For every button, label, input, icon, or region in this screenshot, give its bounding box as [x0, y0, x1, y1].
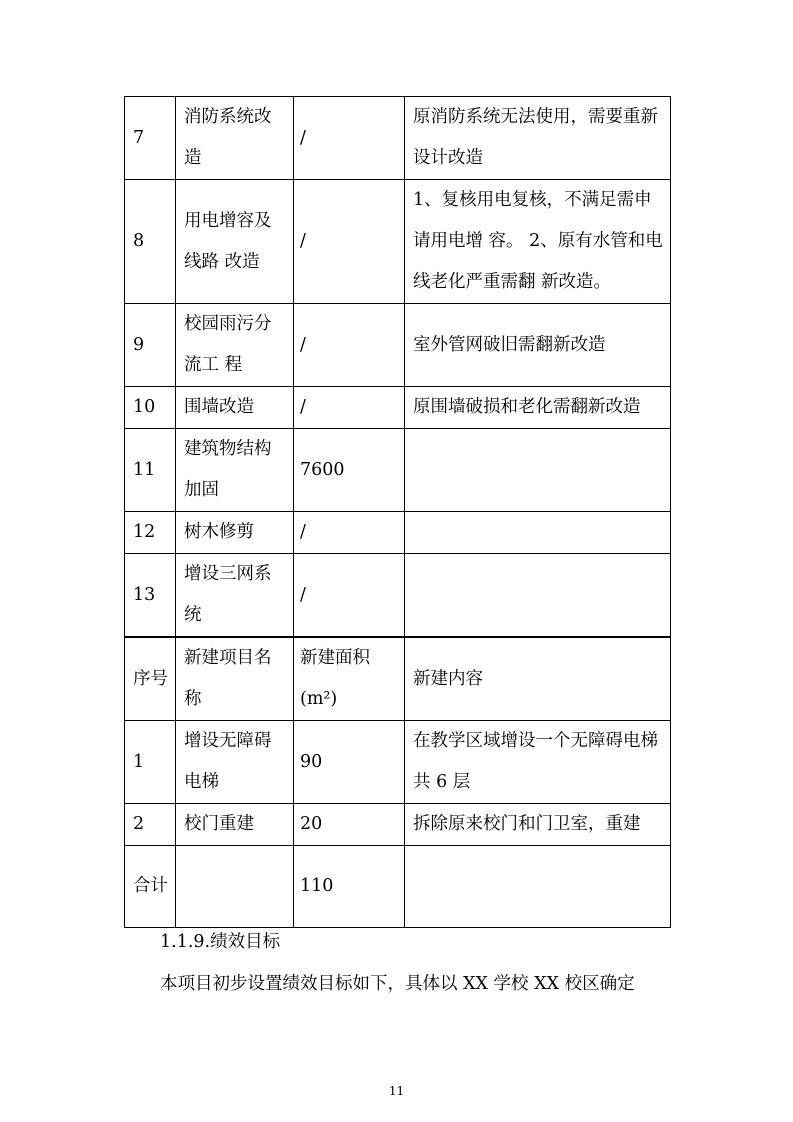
project-content [405, 429, 671, 512]
header-name: 新建项目名称 [176, 638, 294, 721]
total-area: 110 [294, 846, 405, 928]
project-content [405, 554, 671, 637]
project-name: 增设无障碍电梯 [176, 721, 294, 804]
row-number: 10 [125, 387, 176, 429]
row-number: 11 [125, 429, 176, 512]
project-name: 增设三网系统 [176, 554, 294, 637]
project-area: / [294, 554, 405, 637]
project-name: 校门重建 [176, 804, 294, 846]
project-name: 树木修剪 [176, 512, 294, 554]
table-row [125, 804, 671, 846]
project-area: / [294, 387, 405, 429]
table-row [125, 97, 671, 180]
project-area: 7600 [294, 429, 405, 512]
table-row [125, 429, 671, 512]
table-header-row [125, 638, 671, 721]
total-label: 合计 [125, 846, 176, 928]
row-number: 12 [125, 512, 176, 554]
project-content: 室外管网破旧需翻新改造 [405, 304, 671, 387]
project-name [176, 846, 294, 928]
project-content: 原围墙破损和老化需翻新改造 [405, 387, 671, 429]
row-number: 9 [125, 304, 176, 387]
new-construction-table [124, 637, 671, 928]
table-row [125, 512, 671, 554]
project-name: 消防系统改造 [176, 97, 294, 180]
project-name: 围墙改造 [176, 387, 294, 429]
section-heading: 1.1.9.绩效目标 [160, 932, 281, 952]
header-number: 序号 [125, 638, 176, 721]
row-number: 7 [125, 97, 176, 180]
renovation-table [124, 96, 671, 637]
header-area: 新建面积(m²) [294, 638, 405, 721]
row-number: 1 [125, 721, 176, 804]
page-number: 11 [388, 1084, 405, 1098]
table-row [125, 180, 671, 304]
table-row [125, 721, 671, 804]
project-content [405, 846, 671, 928]
project-content: 在教学区域增设一个无障碍电梯共 6 层 [405, 721, 671, 804]
project-area: 90 [294, 721, 405, 804]
table-total-row [125, 846, 671, 928]
project-content: 原消防系统无法使用，需要重新设计改造 [405, 97, 671, 180]
project-area: / [294, 512, 405, 554]
table-row [125, 387, 671, 429]
row-number: 13 [125, 554, 176, 637]
header-content: 新建内容 [405, 638, 671, 721]
project-area: / [294, 180, 405, 304]
row-number: 2 [125, 804, 176, 846]
row-number: 8 [125, 180, 176, 304]
project-name: 校园雨污分流工 程 [176, 304, 294, 387]
body-paragraph: 本项目初步设置绩效目标如下，具体以 XX 学校 XX 校区确定 [160, 974, 635, 994]
project-content [405, 512, 671, 554]
project-area: / [294, 304, 405, 387]
project-content: 1、复核用电复核，不满足需申请用电增 容。 2、原有水管和电线老化严重需翻 新改造。 [405, 180, 671, 304]
table-row [125, 554, 671, 637]
table-row [125, 304, 671, 387]
project-area: / [294, 97, 405, 180]
project-area: 20 [294, 804, 405, 846]
project-content: 拆除原来校门和门卫室，重建 [405, 804, 671, 846]
project-name: 建筑物结构加固 [176, 429, 294, 512]
project-name: 用电增容及线路 改造 [176, 180, 294, 304]
